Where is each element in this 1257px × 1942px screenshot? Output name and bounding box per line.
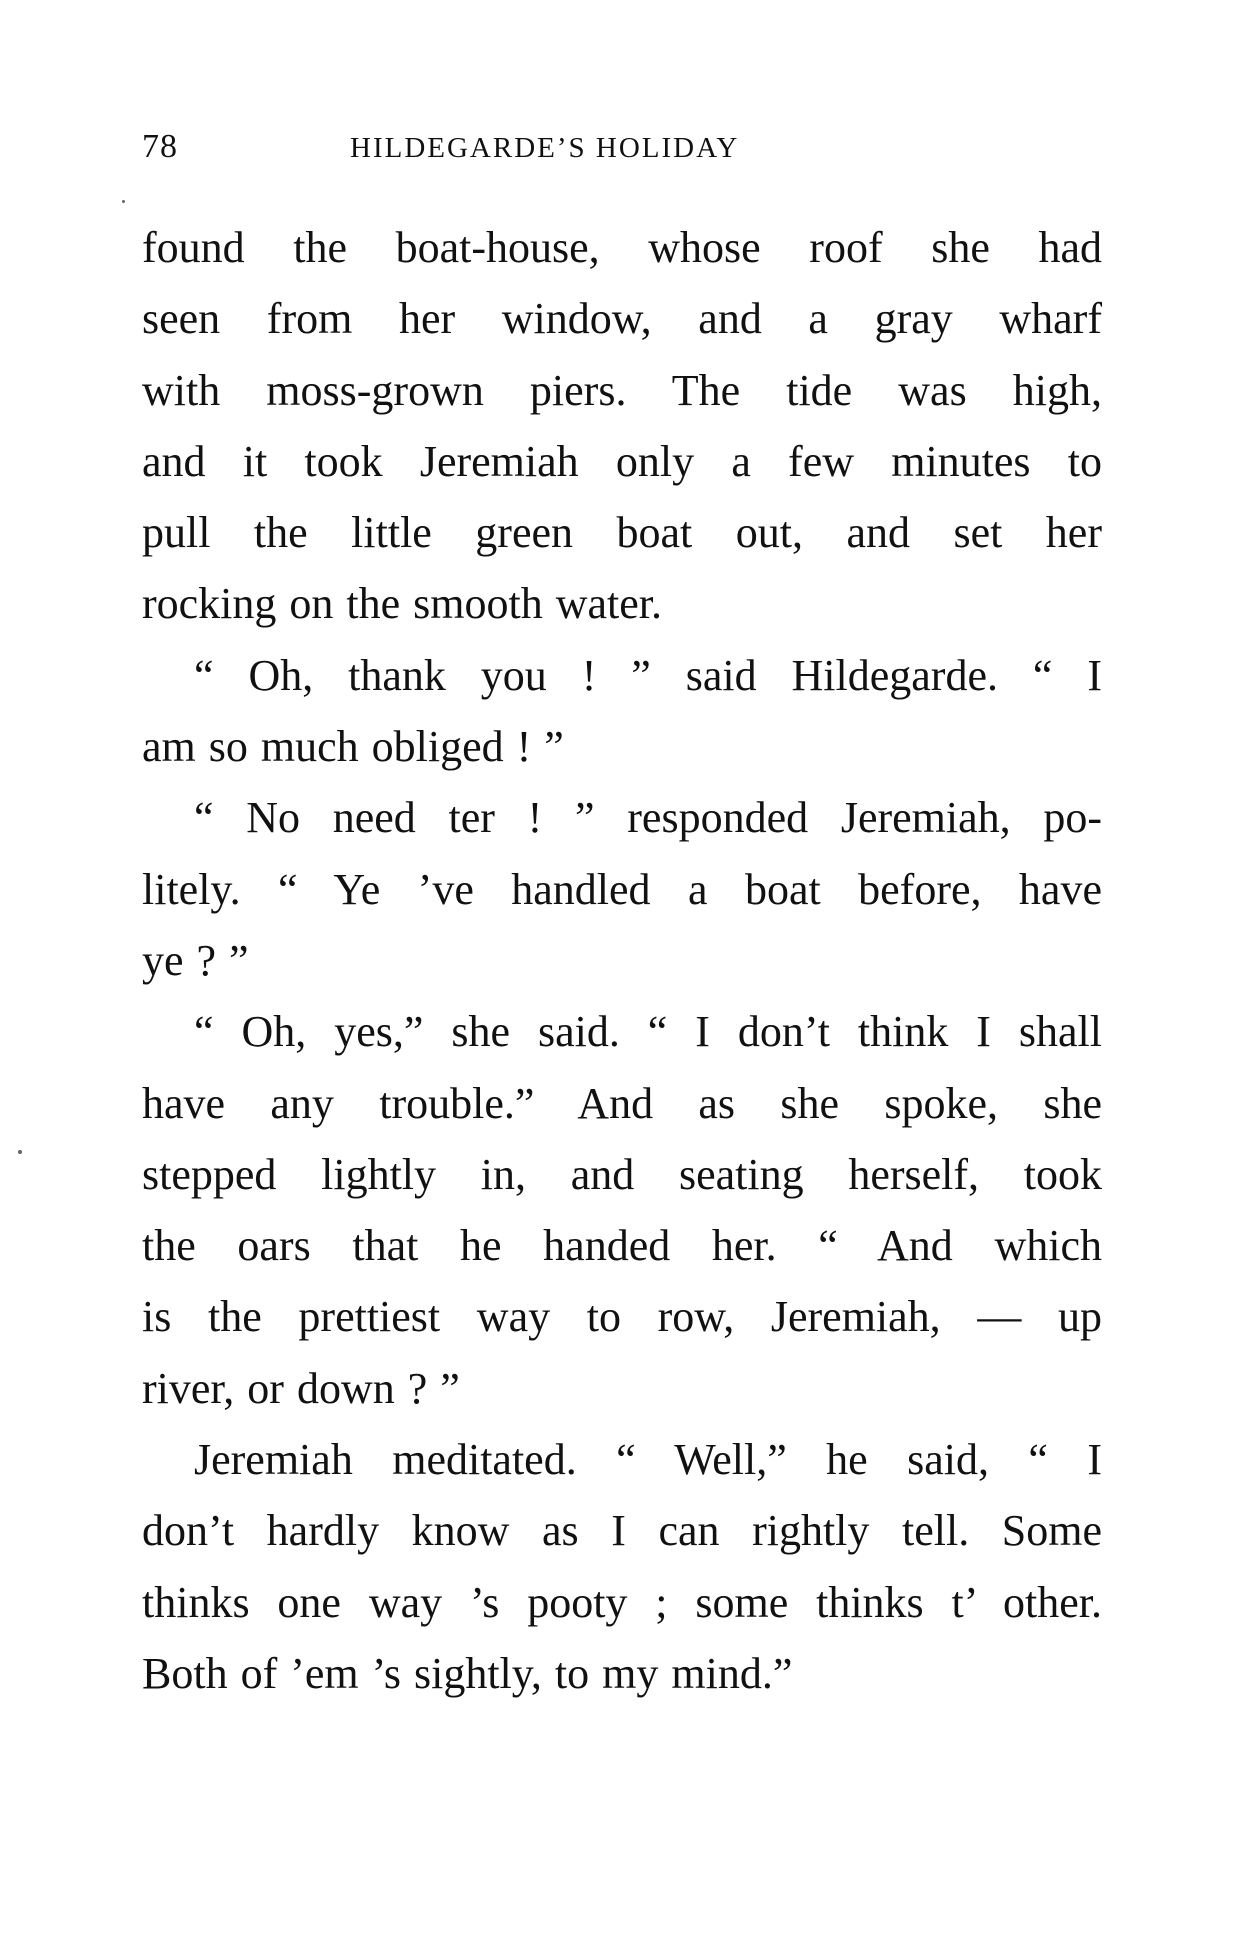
text-line: stepped lightly in, and seating herself, took xyxy=(142,1149,1102,1199)
text-line: ye ? ” xyxy=(142,935,249,985)
text-line: don’t hardly know as I can rightly tell. Some xyxy=(142,1506,1102,1556)
text-line: seen from her window, and a gray wharf xyxy=(142,294,1102,344)
text-line: is the prettiest way to row, Jeremiah, — up xyxy=(142,1292,1102,1342)
page-number: 78 xyxy=(142,128,178,165)
body-text xyxy=(142,212,1102,1709)
text-line: am so much obliged ! ” xyxy=(142,722,564,772)
running-title: HILDEGARDE’S HOLIDAY xyxy=(350,132,740,164)
text-line: Both of ’em ’s sightly, to my mind.” xyxy=(142,1648,793,1698)
text-line: with moss-grown piers. The tide was high, xyxy=(142,365,1102,415)
text-line: Jeremiah meditated. “ Well,” he said, “ I xyxy=(194,1435,1102,1485)
text-line: river, or down ? ” xyxy=(142,1363,460,1413)
text-line: “ No need ter ! ” responded Jeremiah, po- xyxy=(194,793,1102,843)
text-line: the oars that he handed her. “ And which xyxy=(142,1221,1102,1271)
text-line: “ Oh, thank you ! ” said Hildegarde. “ I xyxy=(194,650,1102,700)
text-line: rocking on the smooth water. xyxy=(142,579,663,629)
running-head xyxy=(142,128,1102,176)
text-line: found the boat-house, whose roof she had xyxy=(142,223,1102,272)
text-line: and it took Jeremiah only a few minutes to xyxy=(142,436,1102,486)
text-line: thinks one way ’s pooty ; some thinks t’ other. xyxy=(142,1577,1102,1627)
text-line: pull the little green boat out, and set her xyxy=(142,508,1102,558)
print-speck xyxy=(122,200,125,203)
text-line: litely. “ Ye ’ve handled a boat before, have xyxy=(142,864,1102,914)
text-line: “ Oh, yes,” she said. “ I don’t think I shall xyxy=(194,1007,1102,1057)
print-speck xyxy=(18,1150,22,1154)
text-line: have any trouble.” And as she spoke, she xyxy=(142,1078,1102,1128)
